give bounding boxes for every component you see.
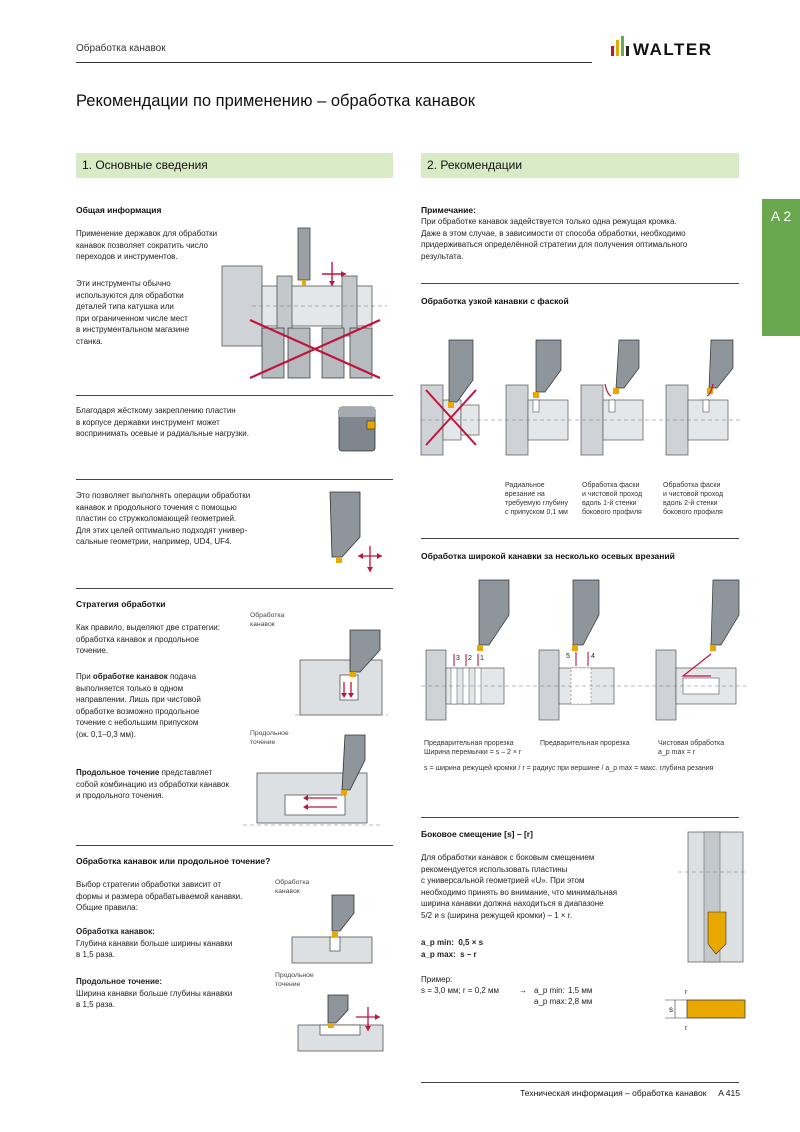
svg-text:s: s [669, 1005, 673, 1014]
general-paragraph-2: Эти инструменты обычно используются для обработки деталей типа катушка или при ограниченном числе мест в инструментальном магазине станка. [76, 279, 190, 346]
divider [76, 395, 393, 396]
note-paragraph: При обработке канавок задействуется только одна режущая кромка. Даже в этом случае, в зависимости от способа обработки, необходимо придерживаться определённой стратегии для получения оптимального результата. [421, 217, 688, 261]
svg-text:3: 3 [456, 655, 460, 662]
divider [421, 817, 739, 818]
example-arrow: → [519, 986, 527, 995]
narrow-groove-figure [421, 340, 751, 460]
grooving-choice-figure [292, 895, 382, 965]
example-max-label: a_p max: [534, 997, 567, 1006]
svg-text:1: 1 [480, 655, 484, 662]
footer-text: Техническая информация – обработка канавок [520, 1088, 707, 1098]
strategy-paragraph-3: Продольное точение представляет собой комбинацию из обработки канавок и продольного точения. [76, 768, 230, 801]
label-turning-2: Продольное точение [275, 972, 314, 988]
offset-heading: Боковое смещение [s] – [r] [421, 829, 533, 839]
chapter-tab[interactable]: A 2 [762, 199, 800, 336]
ap-min-row: a_p min: 0,5 × s [421, 938, 484, 947]
narrow-groove-heading: Обработка узкой канавки с фаской [421, 296, 569, 306]
wide-caption-2: Предварительная прорезка [540, 740, 630, 747]
turning-choice-figure [298, 995, 388, 1055]
offset-paragraph: Для обработки канавок с боковым смещением рекомендуется использовать пластины с универсальной геометрией «U». При этом необходимо принять во внимание, что минимальная ширина канавки должна находиться в диапазоне 5/2 и s (ширина режущей кромки) – 1 × r. [421, 853, 618, 920]
ap-max-row: a_p max: s – r [421, 950, 477, 959]
divider [76, 588, 393, 589]
spool-tools-figure [222, 228, 394, 383]
insert-detail-figure [665, 984, 750, 1034]
svg-text:5: 5 [566, 653, 570, 660]
svg-text:r: r [685, 989, 688, 996]
choice-heading: Обработка канавок или продольное точение? [76, 856, 271, 866]
svg-text:2: 2 [468, 655, 472, 662]
walter-logo [611, 34, 751, 64]
divider [421, 538, 739, 539]
page-number: A 415 [718, 1088, 740, 1098]
general-paragraph-1: Применение державок для обработки канавок позволяет сократить число переходов и инструментов. [76, 229, 218, 262]
grooving-strategy-figure [300, 630, 390, 720]
rigid-clamping-paragraph: Благодаря жёсткому закреплению пластин в корпусе державки инструмент может воспринимать осевые и радиальные нагрузки. [76, 406, 249, 439]
grooving-tool-figure [330, 492, 390, 577]
header-section-label: Обработка канавок [76, 43, 166, 54]
strategy-paragraph-1: Как правило, выделяют две стратегии: обработка канавок и продольное точение. [76, 623, 220, 656]
example-min-label: a_p min: [534, 986, 565, 995]
groove-rule: Обработка канавок: Глубина канавки больше ширины канавки в 1,5 раза. [76, 927, 233, 960]
svg-text:4: 4 [591, 653, 595, 660]
narrow-caption-2: Обработка фаски и чистовой проход вдоль 1-й стенки бокового профиля [582, 482, 643, 516]
note-heading: Примечание: [421, 205, 476, 215]
divider [76, 479, 393, 480]
narrow-caption-3: Обработка фаски и чистовой проход вдоль 2-й стенки бокового профиля [663, 482, 724, 516]
svg-text:WALTER: WALTER [633, 40, 713, 59]
example-label: Пример: [421, 975, 453, 984]
holder-block-figure [337, 403, 382, 455]
divider [76, 845, 393, 846]
example-max-val: 2,8 мм [568, 997, 593, 1006]
strategy-paragraph-2: При обработке канавок подача выполняется только в одном направлении. Лишь при чистовой обработке возможно продольное точение с небольшим припуском (ок. 0,1–0,3 мм). [76, 672, 201, 739]
choice-paragraph: Выбор стратегии обработки зависит от формы и размера обрабатываемой канавки. Общие правила: [76, 880, 243, 913]
narrow-caption-1: Радиальное врезание на требуемую глубину с припуском 0,1 мм [505, 482, 569, 516]
example-line: s = 3,0 мм; r = 0,2 мм [421, 986, 500, 995]
footer-rule [421, 1082, 739, 1083]
svg-text:r: r [685, 1025, 688, 1032]
operations-paragraph: Это позволяет выполнять операции обработки канавок и продольного точения с помощью пластин со стружколомающей геометрией. Для этих целей оптимально подходят универ- сальные геометрии, например, UD4, UF4. [76, 491, 251, 547]
label-grooving: Обработка канавок [250, 612, 285, 628]
section-bar-basics: 1. Основные сведения [76, 153, 393, 178]
turning-strategy-figure [245, 735, 385, 830]
wide-legend: s = ширина режущей кромки / r = радиус при вершине / a_p max = макс. глубина резания [424, 765, 714, 772]
label-grooving-2: Обработка канавок [275, 879, 310, 895]
wide-groove-figure [421, 580, 751, 730]
turn-rule: Продольное точение: Ширина канавки больше глубины канавки в 1,5 раза. [76, 977, 233, 1010]
section-bar-recommendations: 2. Рекомендации [421, 153, 739, 178]
header-rule [76, 62, 592, 63]
wide-caption-3: Чистовая обработка a_p max = r [658, 740, 725, 756]
page-title: Рекомендации по применению – обработка канавок [76, 92, 475, 110]
divider [421, 283, 739, 284]
example-min-val: 1,5 мм [568, 986, 593, 995]
wide-caption-1: Предварительная прорезка Ширина перемычки = s – 2 × r [424, 740, 522, 756]
label-turning: Продольное точение [250, 730, 289, 746]
footer [520, 1088, 740, 1098]
side-offset-figure [668, 832, 750, 962]
wide-groove-heading: Обработка широкой канавки за несколько осевых врезаний [421, 551, 675, 561]
general-heading: Общая информация [76, 205, 162, 215]
strategy-heading: Стратегия обработки [76, 599, 166, 609]
